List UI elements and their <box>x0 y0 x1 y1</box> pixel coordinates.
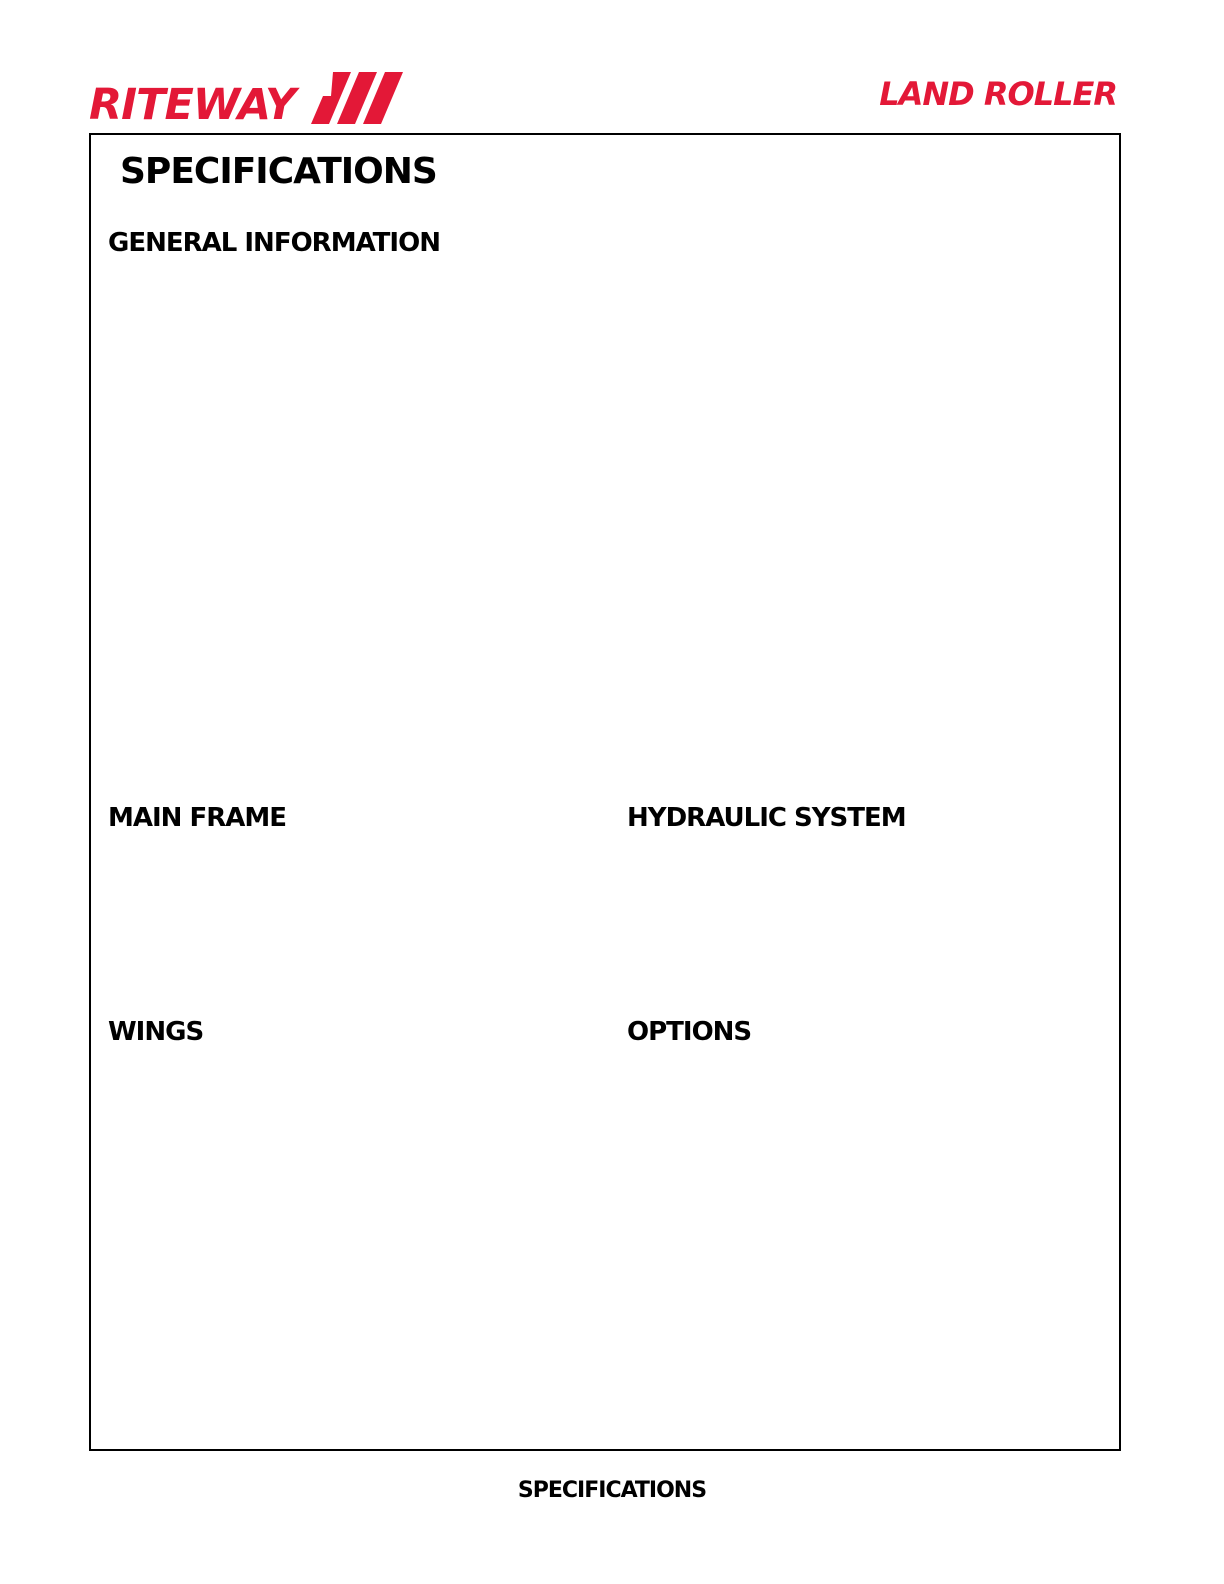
section-heading-options: OPTIONS <box>627 1017 752 1047</box>
riteway-logo <box>89 72 411 130</box>
section-heading-wings: WINGS <box>108 1017 204 1047</box>
product-name: LAND ROLLER <box>879 75 1117 113</box>
specifications-frame <box>89 133 1121 1451</box>
section-heading-general-information: GENERAL INFORMATION <box>108 228 440 258</box>
section-heading-main-frame: MAIN FRAME <box>108 803 287 833</box>
page-title: SPECIFICATIONS <box>120 151 437 192</box>
riteway-logo-text: RITEWAY <box>89 80 296 130</box>
riteway-chevron-icon <box>311 72 411 126</box>
page-footer: SPECIFICATIONS <box>517 1478 707 1503</box>
section-heading-hydraulic-system: HYDRAULIC SYSTEM <box>627 803 906 833</box>
